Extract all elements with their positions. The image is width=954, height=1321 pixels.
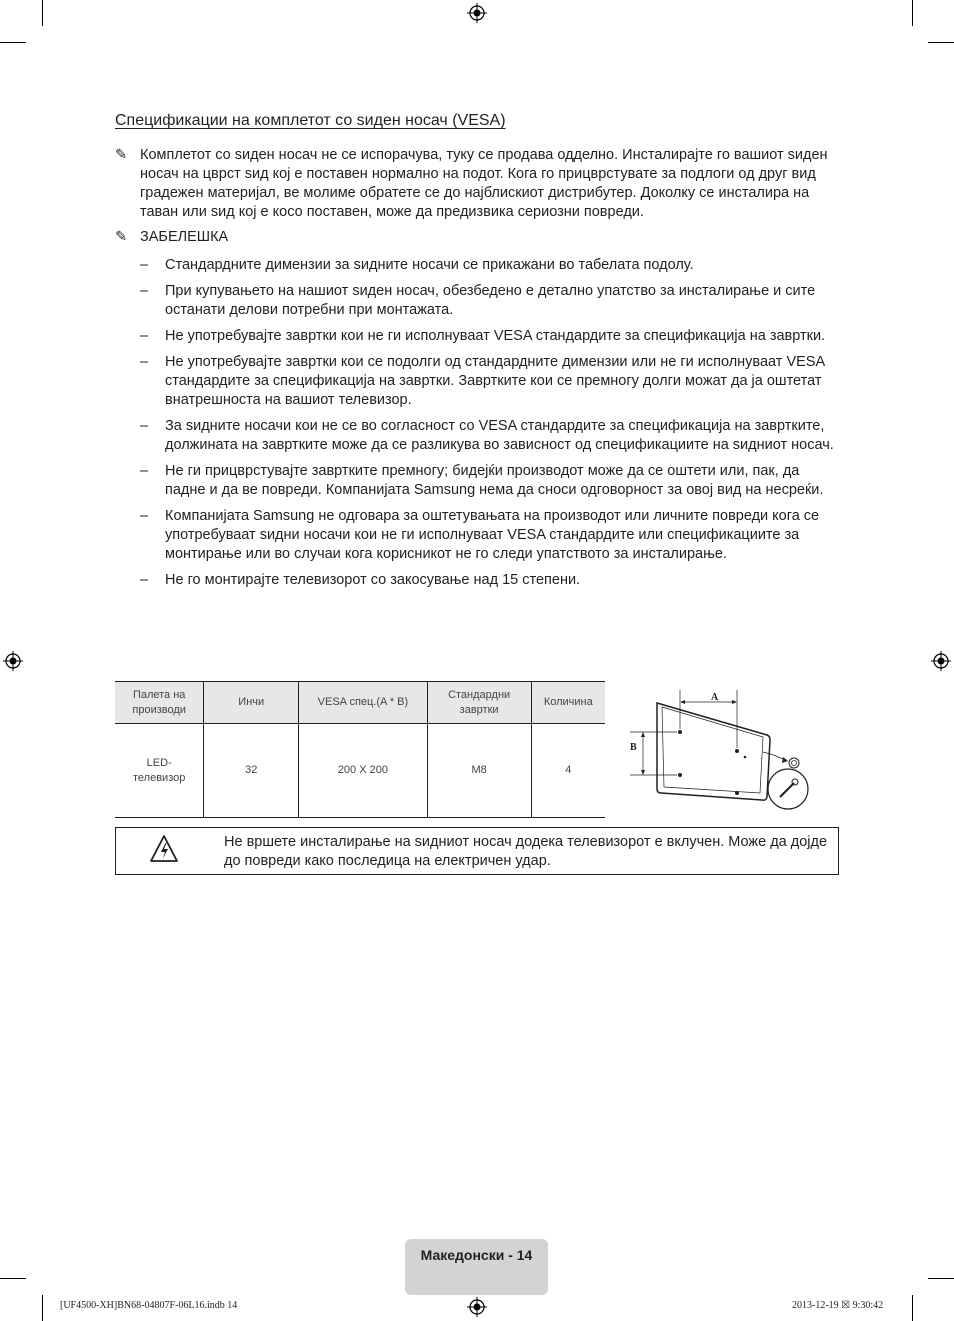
list-item-text: Не употребувајте завртки кои се подолги од стандардните димензии или не ги исполнуваат VESA стандардите за спецификација на завртки. Завртките кои се премногу долги можат да ја оштетат внатрешноста на вашиот телевизор. xyxy=(165,354,825,408)
electric-warning-icon xyxy=(149,834,179,864)
registration-mark-icon xyxy=(467,3,487,23)
tv-wall-mount-diagram xyxy=(625,685,820,815)
crop-mark xyxy=(42,0,43,26)
footer-file-info: [UF4500-XH]BN68-04807F-06L16.indb 14 xyxy=(60,1300,238,1311)
list-item-text: Компанијата Samsung не одговара за оштетувањата на производот или личните повреди кога се употребуваат ѕидни носачи кои не ги исполнуваат VESA стандардите или спецификациите за монтирање или во случаи кога корисникот не го следи упатството за инсталирање. xyxy=(165,508,820,562)
list-item xyxy=(140,507,840,564)
note-heading xyxy=(115,228,228,247)
dash-bullet: – xyxy=(140,418,149,434)
crop-mark xyxy=(928,42,954,43)
vesa-spec-table xyxy=(115,681,605,818)
dash-bullet: – xyxy=(140,328,149,344)
column-header: Стандардни завртки xyxy=(427,682,531,724)
section-title: Спецификации на комплетот со ѕиден носач (VESA) xyxy=(115,112,506,129)
note-pencil-icon: ✎ xyxy=(115,229,128,245)
table-cell: LED-телевизор xyxy=(115,724,204,818)
list-item xyxy=(140,327,840,346)
table-row xyxy=(115,724,605,818)
crop-mark xyxy=(928,1278,954,1279)
list-item-text: Стандардните димензии за ѕидните носачи се прикажани во табелата подолу. xyxy=(165,257,694,273)
list-item xyxy=(140,256,840,275)
registration-mark-icon xyxy=(931,651,951,671)
page-label: Македонски - 14 xyxy=(420,1247,533,1263)
crop-mark xyxy=(0,1278,26,1279)
column-header: VESA спец.(A * B) xyxy=(299,682,428,724)
table-header-row xyxy=(115,682,605,724)
list-item xyxy=(140,353,840,410)
note-bullet-list xyxy=(140,256,840,597)
list-item-text: Не го монтирајте телевизорот со закосување над 15 степени. xyxy=(165,572,581,588)
list-item xyxy=(140,571,840,590)
crop-mark xyxy=(42,1295,43,1321)
column-header: Палета на производи xyxy=(115,682,204,724)
note-pencil-icon: ✎ xyxy=(115,147,128,163)
dimension-a-label: A xyxy=(711,692,719,703)
table-cell: M8 xyxy=(427,724,531,818)
note-label: ЗАБЕЛЕШКА xyxy=(140,229,229,245)
column-header: Количина xyxy=(531,682,605,724)
dash-bullet: – xyxy=(140,463,149,479)
registration-mark-icon xyxy=(467,1297,487,1317)
page-number-badge xyxy=(405,1239,548,1295)
column-header: Инчи xyxy=(204,682,299,724)
crop-mark xyxy=(912,0,913,26)
dash-bullet: – xyxy=(140,354,149,370)
dash-bullet: – xyxy=(140,257,149,273)
list-item-text: При купувањето на нашиот ѕиден носач, обезбедено е детално упатство за инсталирање и сите останати делови потребни при монтажата. xyxy=(165,283,816,318)
crop-mark xyxy=(912,1295,913,1321)
warning-text: Не вршете инсталирање на ѕидниот носач додека телевизорот е вклучен. Може да дојде до повреди како последица на електричен удар. xyxy=(224,834,828,869)
table-cell: 200 X 200 xyxy=(299,724,428,818)
dash-bullet: – xyxy=(140,572,149,588)
list-item xyxy=(140,282,840,320)
registration-mark-icon xyxy=(3,651,23,671)
dash-bullet: – xyxy=(140,508,149,524)
table-cell: 32 xyxy=(204,724,299,818)
crop-mark xyxy=(0,42,26,43)
list-item xyxy=(140,417,840,455)
table-cell: 4 xyxy=(531,724,605,818)
footer-datetime: 2013-12-19 ☒ 9:30:42 xyxy=(792,1300,884,1311)
list-item-text: За ѕидните носачи кои не се во согласност со VESA стандардите за спецификација на завртките, должината на завртките може да се разликува во зависност од спецификациите на ѕидниот носач. xyxy=(165,418,834,453)
warning-box xyxy=(115,827,839,875)
intro-text: Комплетот со ѕиден носач не се испорачува, туку се продава одделно. Инсталирајте го вашиот ѕиден носач на цврст ѕид кој е поставен нормално на подот. Кога го прицврстувате за подлоги од друг вид градежен материјал, ве молиме обратете се до најблискиот дистрибутер. Доколку се инсталира на таван или ѕид кој е косо поставен, може да предизвика сериозни повреди. xyxy=(140,147,828,220)
list-item-text: Не употребувајте завртки кои не ги исполнуваат VESA стандардите за спецификација на завртки. xyxy=(165,328,826,344)
dimension-b-label: B xyxy=(630,742,637,753)
intro-note xyxy=(115,146,839,222)
list-item-text: Не ги прицврстувајте завртките премногу; бидејќи производот може да се оштети или, пак, да падне и да ве повреди. Компанијата Samsung нема да сноси одговорност за овој вид на несреќи. xyxy=(165,463,824,498)
dash-bullet: – xyxy=(140,283,149,299)
list-item xyxy=(140,462,840,500)
